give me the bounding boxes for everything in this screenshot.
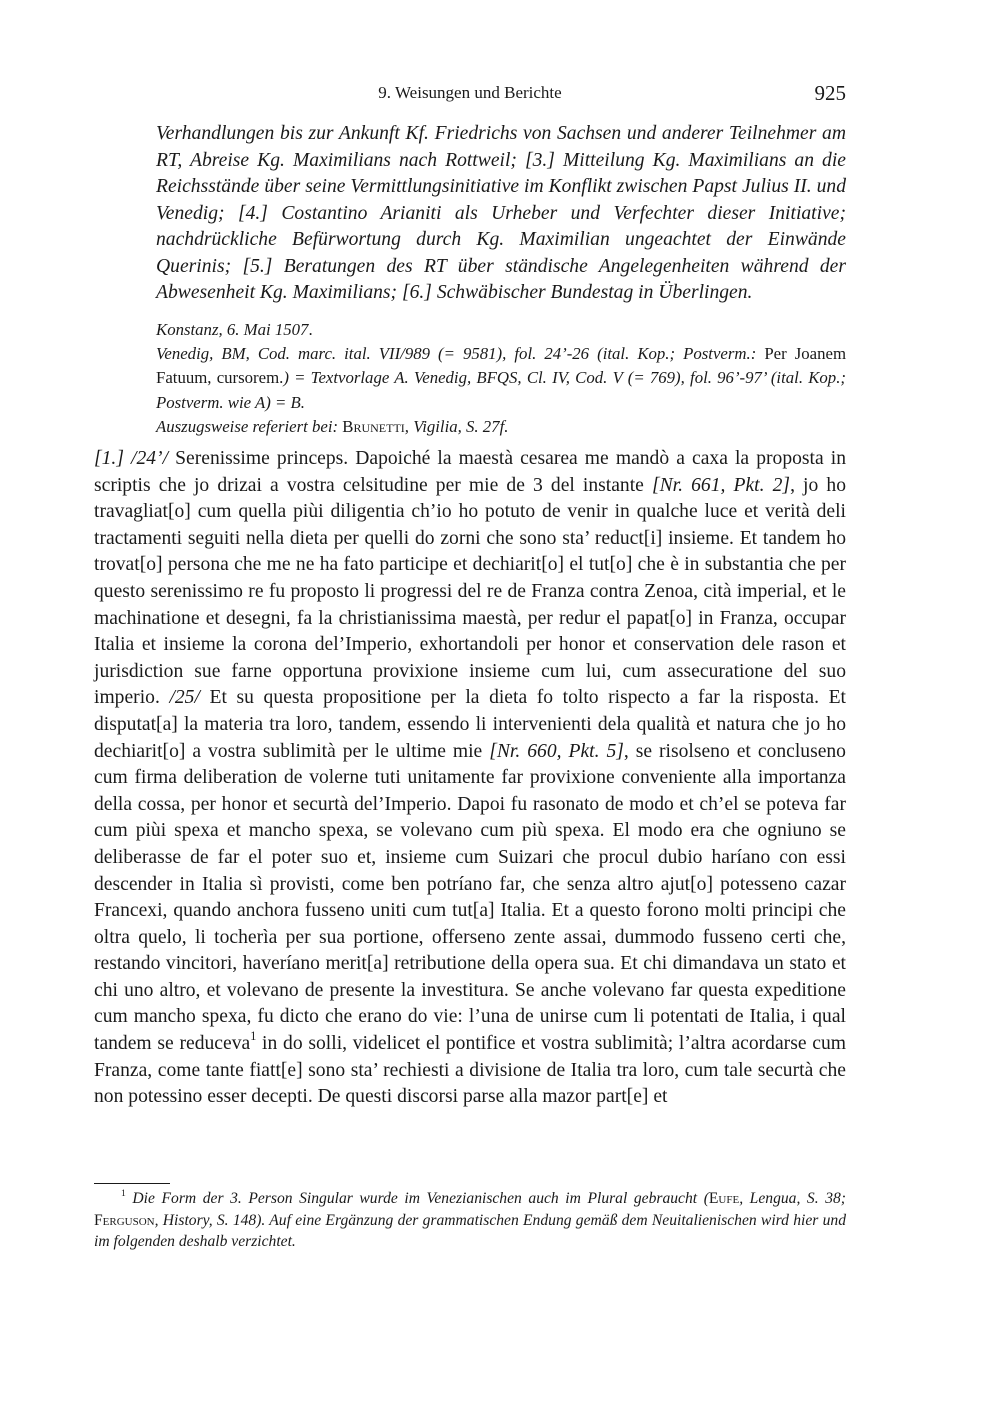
footnote [94,1188,846,1253]
footnote-text-2: , Lengua, S. 38; [739,1190,846,1207]
footnote-author-1: Eufe [708,1190,740,1207]
manuscript-a: Venedig, BM, Cod. marc. ital. VII/989 (= 9581), fol. 24’-26 (ital. Kop.; Postverm.: [156,344,757,364]
date-place: Konstanz, 6. Mai 1507. [156,320,313,339]
footnote-author-2: Ferguson [94,1211,155,1229]
footnote-text-3: , History, S. 148). Auf eine Ergänzung der grammatischen Endung gemäß dem Neuitalienischen wird hier und im folgenden deshalb verzichtet. [94,1211,846,1251]
running-head [94,83,846,107]
reference-label: Auszugsweise referiert bei: [156,416,339,436]
footnote-text-1: Die Form der 3. Person Singular wurde im Venezianischen auch im Plural gebraucht ( [132,1190,709,1207]
reference-author: Brunetti [342,416,405,436]
main-text-part-4: , se risolseno et concluseno cum firma deliberation de volerne tuti unitamente far provixione conveniente alla importanza della cossa, per honor et securtà del’Imperio. Dapoi fu rasonato de modo et ch’el se poteva far cum piùi spexa et mancho spexa, se volevano cum più spexa. El modo era che ogniuno se deliberasse de far el poter suo et, insieme cum Suizari che procul dubio haríano con essi descender in Italia sì provisti, come ben potríano far, che senza altro ajut[o] potesseno cazar Francexi, quando anchora fusseno uniti cum tut[a] Italia. Et a questo forono molti principi che oltra quelo, li tocherìa per sua portione, offerseno zente assai, dummodo fusseno certi che, restando vincitori, haveríano merit[a] retributione della opera sua. Et chi dimandava un stato et chi uno altro, et volevano de presente la investitura. Se anche volevano far questa expeditione cum mancho spexa, fu dicto che erano do vie: l’una de unirse cum li potentati de Italia, i qual tandem se reduceva [94,740,846,1055]
main-text-part-2: , jo ho travagliat[o] cum quella piùi diligentia ch’io ho potuto de venir in qualche luce et verità deli tractamenti seguiti nella dieta per quelli do zorni che sono sta’ reduct[i] insieme. Et tandem ho trovat[o] persona che me ne ha fato participe et dechiarit[o] el tut[o] che è in substantia che per questo serenissimo re fu proposto li progressi del re de Franza contra Zenoa, cità imperial, et le machinatione et desegni, fa la christianissima maestà, per redur el papat[o] in Franza, occupar Italia et insieme la corona del’Imperio, exhortandoli per honor et conservation dele rason et jurisdiction sue farne opportuna provixione insieme cum lui, cum assecuratione del suo imperio. [94,474,846,709]
footnote-mark: 1 [250,1029,257,1044]
cross-reference-2: [Nr. 660, Pkt. 5] [489,740,624,762]
manuscript-address: Per Joanem Fatuum, cursorem. [156,344,846,388]
manuscript-b: ) = Textvorlage A. Venedig, BFQS, Cl. IV, Cod. V (= 769), fol. 96’-97’ (ital. Kop.; Postverm. wie A) = B. [156,368,846,412]
footnote-number: 1 [121,1187,126,1199]
footnote-rule [94,1183,170,1184]
literature-reference [156,415,846,439]
folio-marker: /25/ [169,687,200,709]
cross-reference-1: [Nr. 661, Pkt. 2] [651,474,791,496]
main-text [94,446,846,1111]
reference-work: , Vigilia, S. 27f. [404,416,509,436]
manuscript-tradition [156,342,846,415]
main-text-part-1: Serenissime princeps. Dapoiché la maestà cesarea me mandò a caxa la proposta in scriptis che jo drizai a vostra celsitudine per mie de 3 del instante [94,448,846,496]
main-text-part-5: in do solli, videlicet el pontifice et vostra sublimità; l’altra acordarse cum Franza, come tante fiatt[e] sono sta’ rechiesti a divisione de Italia tra loro, cum tale securtà che non potessino esser decepti. De questi discorsi parse alla mazor part[e] et [94,1033,846,1108]
document-summary: Verhandlungen bis zur Ankunft Kf. Friedrichs von Sachsen und anderer Teilnehmer am RT, Abreise Kg. Maximilians nach Rottweil; [3.] Mitteilung Kg. Maximilians an die Reichsstände über seine Vermittlungsinitiative im Konflikt zwischen Papst Julius II. und Venedig; [4.] Costantino Arianiti als Urheber und Verfechter dieser Initiative; nachdrückliche Befürwortung durch Kg. Maximilian ungeachtet der Einwände Querinis; [5.] Beratungen des RT über ständische Angelegenheiten während der Abwesenheit Kg. Maximilians; [6.] Schwäbischer Bundestag in Überlingen. [156,123,846,303]
running-title: 9. Weisungen und Berichte [378,83,562,102]
section-marker: [1.] /24’/ [94,448,169,469]
source-apparatus [156,318,846,439]
date-place-text: Konstanz, 6. Mai 1507 [156,320,309,339]
page-number: 925 [814,81,846,105]
main-text-part-3: Et su questa propositione per la dieta fo tolto rispecto a far la risposta. Et disputat[a] la materia tra loro, tandem, essendo li intervenienti dela qualità et natura che jo ho dechiarit[o] a vostra sublimità per le ultime mie [94,687,846,762]
